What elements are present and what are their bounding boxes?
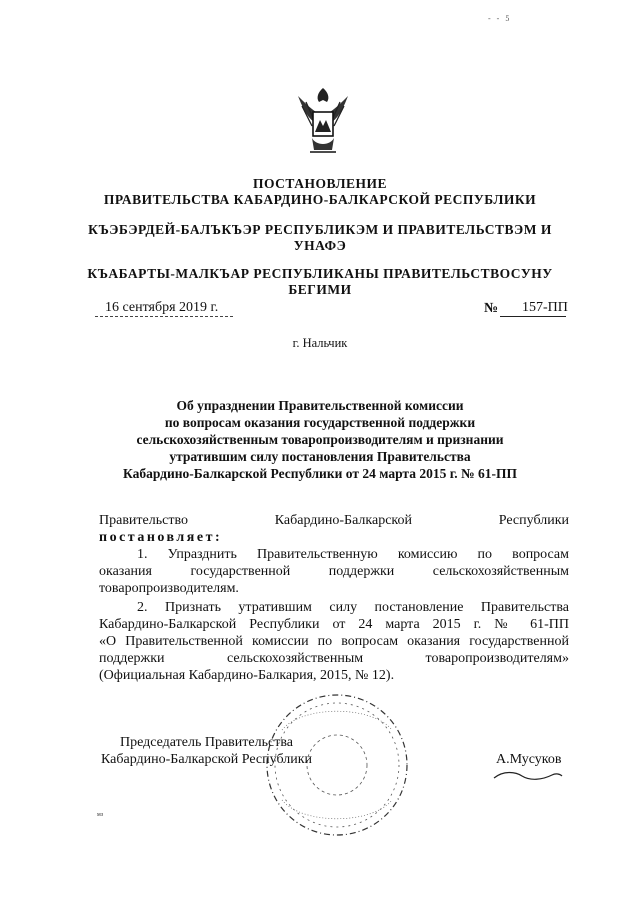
document-number: 157-ПП (522, 300, 568, 315)
body-decree-word: постановляет: (99, 530, 223, 545)
title-line: Об упразднении Правительственной комиссии (176, 398, 464, 413)
document-date: 16 сентября 2019 г. (105, 300, 219, 315)
header-kabardian-line2: УНАФЭ (293, 238, 347, 253)
header-balkar-line1: КЪАБАРТЫ-МАЛКЪАР РЕСПУБЛИКАНЫ ПРАВИТЕЛЬСТВОСУНУ (87, 266, 553, 281)
body-line: Правительство Кабардино-Балкарской Республики (99, 513, 569, 528)
body-line: товаропроизводителям. (99, 581, 239, 596)
body-item-1: 1. Упразднить Правительственную комиссию по вопросам (137, 547, 569, 562)
body-item-2: 2. Признать утратившим силу постановление Правительства (137, 600, 569, 615)
coat-of-arms-emblem (292, 82, 354, 160)
header-government-ru: ПРАВИТЕЛЬСТВА КАБАРДИНО-БАЛКАРСКОЙ РЕСПУБЛИКИ (103, 192, 537, 207)
document-title (90, 397, 550, 482)
title-line: утратившим силу постановления Правительства (169, 449, 471, 464)
header-balkar-line2: БЕГИМИ (288, 282, 352, 297)
body-line: «О Правительственной комиссии по вопросам оказания государственной (99, 634, 569, 649)
body-line: (Официальная Кабардино-Балкария, 2015, № 12). (99, 668, 395, 683)
signatory-position-line2: Кабардино-Балкарской Республики (101, 752, 312, 767)
date-underline (95, 316, 233, 317)
number-sign: № (484, 301, 499, 316)
signatory-name: А.Мусуков (496, 752, 562, 767)
header-kabardian-line1: КЪЭБЭРДЕЙ-БАЛЪКЪЭР РЕСПУБЛИКЭМ И ПРАВИТЕЛЬСТВЭМ И (88, 222, 552, 237)
handwritten-signature (492, 766, 564, 786)
title-line: Кабардино-Балкарской Республики от 24 марта 2015 г. № 61-ПП (122, 466, 517, 481)
body-line: оказания государственной поддержки сельскохозяйственным (99, 564, 569, 579)
signatory-position-line1: Председатель Правительства (120, 735, 293, 750)
title-line: по вопросам оказания государственной поддержки (164, 415, 476, 430)
title-line: сельскохозяйственным товаропроизводителям и признании (136, 432, 504, 447)
footer-mark: мз (97, 812, 104, 818)
body-line: Кабардино-Балкарской Республики от 24 марта 2015 г. № 61-ПП (99, 617, 569, 632)
number-underline (500, 316, 566, 317)
document-city: г. Нальчик (292, 336, 348, 350)
corner-note: - - 5 (488, 14, 512, 23)
body-line: поддержки сельскохозяйственным товаропроизводителям» (99, 651, 569, 666)
header-resolution: ПОСТАНОВЛЕНИЕ (252, 176, 388, 191)
